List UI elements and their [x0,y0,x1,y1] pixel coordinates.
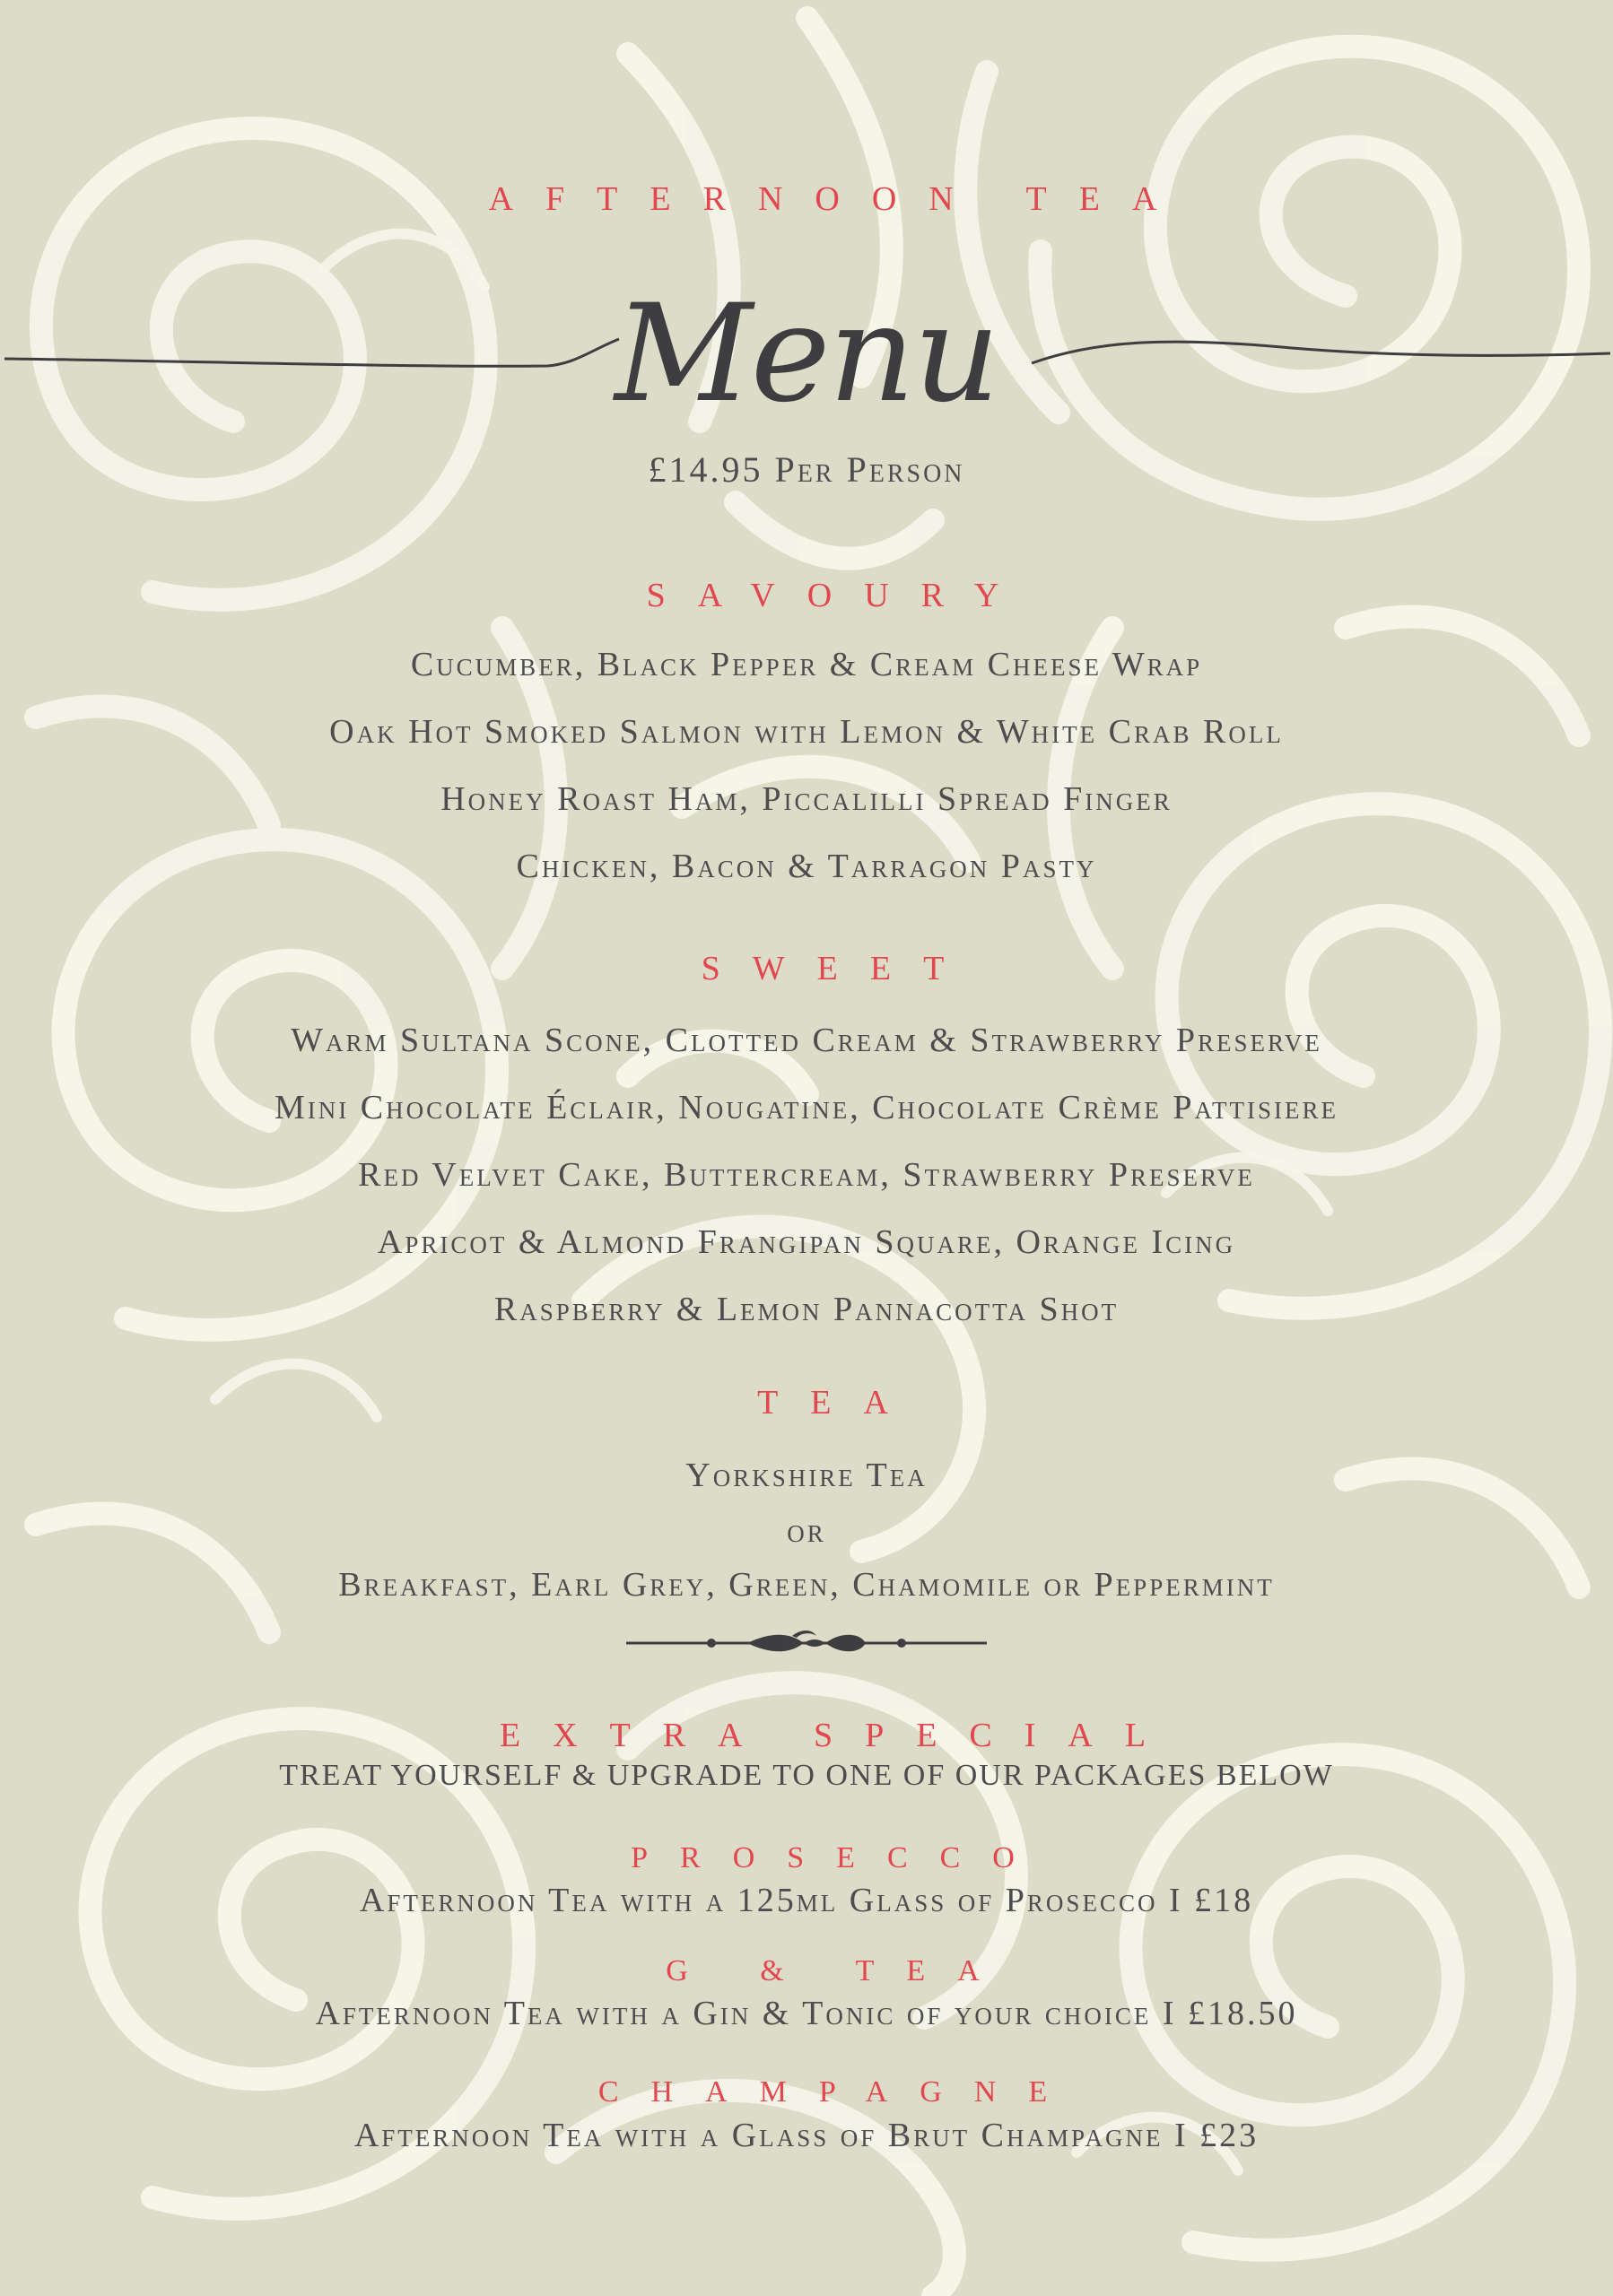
extra-special-intro: TREAT YOURSELF & UPGRADE TO ONE OF OUR PACKAGES BELOW [279,1759,1334,1792]
package-heading-champagne: CHAMPAGNE [597,2075,1080,2109]
savoury-item: Chicken, Bacon & Tarragon Pasty [516,848,1097,885]
package-desc-g-and-tea: Afternoon Tea with a Gin & Tonic of your choice I £18.50 [315,1995,1298,2032]
price-per-person: £14.95 Per Person [648,449,965,490]
package-heading-prosecco: PROSECCO [631,1841,1047,1874]
sweet-item: Apricot & Almond Frangipan Square, Orange Icing [377,1223,1236,1261]
package-heading-g-and-tea: G & TEA [666,1954,1012,1987]
tea-item: Yorkshire Tea [685,1457,928,1494]
tea-item: Breakfast, Earl Grey, Green, Chamomile or Peppermint [338,1566,1275,1604]
package-desc-champagne: Afternoon Tea with a Glass of Brut Champagne I £23 [353,2117,1260,2154]
ornament-divider-icon [626,1625,987,1661]
sweet-heading: SWEET [701,950,977,987]
menu-kicker: AFTERNOON TEA [488,180,1190,218]
menu-title: Menu [615,276,998,432]
savoury-item: Cucumber, Black Pepper & Cream Cheese Wrap [410,646,1203,683]
savoury-heading: SAVOURY [646,577,1032,614]
sweet-item: Mini Chocolate Éclair, Nougatine, Chocolate Crème Pattisiere [274,1089,1339,1126]
tea-item: or [787,1512,826,1550]
sweet-item: Raspberry & Lemon Pannacotta Shot [493,1291,1120,1328]
savoury-item: Honey Roast Ham, Piccalilli Spread Finger [440,780,1173,818]
extra-special-heading: EXTRA SPECIAL [499,1717,1179,1754]
sweet-item: Warm Sultana Scone, Clotted Cream & Strawberry Preserve [291,1022,1322,1059]
sweet-item: Red Velvet Cake, Buttercream, Strawberry Preserve [358,1156,1255,1194]
savoury-item: Oak Hot Smoked Salmon with Lemon & White Crab Roll [329,713,1284,751]
package-desc-prosecco: Afternoon Tea with a 125ml Glass of Prosecco I £18 [359,1882,1254,1919]
tea-heading: TEA [757,1384,920,1422]
